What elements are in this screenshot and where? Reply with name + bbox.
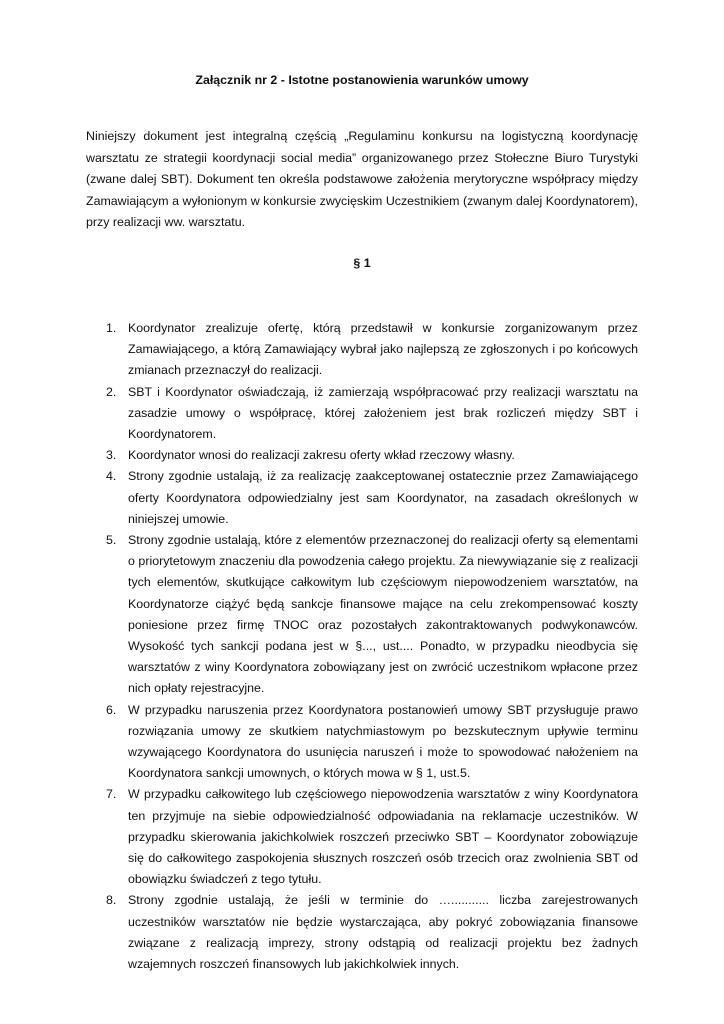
item-number: 7. [106, 787, 117, 802]
item-number: 3. [106, 448, 117, 463]
item-text: Strony zgodnie ustalają, które z elementów przeznaczonej do realizacji oferty są elementami o priorytetowym znaczeniu dla powodzenia całego projektu. Za niewywiązanie się z realizacji tych elementów, skutkujące całkowitym lub częściowym niepowodzeniem warsztatów, na Koordynatorze ciążyć będą sankcje finansowe mające na celu zrekompensować koszty poniesione przez firmę TNOC oraz pozostałych zakontraktowanych podwykonawców. Wysokość tych sankcji podana jest w §..., ust.... Ponadto, w przypadku nieodbycia się warsztatów z winy Koordynatora zobowiązany jest on zwrócić uczestnikom wpłacone przez nich opłaty rejestracyjne. [128, 533, 638, 696]
list-item [106, 466, 638, 530]
list-item [106, 700, 638, 785]
item-number: 2. [106, 384, 117, 399]
list-item [106, 318, 638, 382]
item-text: Strony zgodnie ustalają, iż za realizację zaakceptowanej ostatecznie przez Zamawiającego oferty Koordynatora odpowiedzialny jest sam Koordynator, na zasadach określonych w niniejszej umowie. [128, 469, 638, 526]
item-text: Koordynator wnosi do realizacji zakresu oferty wkład rzeczowy własny. [128, 448, 515, 463]
item-text: Koordynator zrealizuje ofertę, którą przedstawił w konkursie zorganizowanym przez Zamawiającego, a którą Zamawiający wybrał jako najlepszą ze zgłoszonych i po końcowych zmianach przeznaczył do realizacji. [128, 321, 638, 378]
item-number: 8. [106, 893, 117, 908]
item-number: 6. [106, 702, 117, 717]
list-item [106, 784, 638, 890]
item-text: SBT i Koordynator oświadczają, iż zamierzają współpracować przy realizacji warsztatu na zasadzie umowy o współpracę, której założeniem jest brak rozliczeń między SBT i Koordynatorem. [128, 384, 638, 442]
intro-paragraph: Niniejszy dokument jest integralną częścią „Regulaminu konkursu na logistyczną koordynację warsztatu ze strategii koordynacji social media” organizowanego przez Stołeczne Biuro Turystyki (zwane dalej SBT). Dokument ten określa podstawowe założenia merytoryczne współpracy między Zamawiającym a wyłonionym w konkursie zwycięskim Uczestnikiem (zwanym dalej Koordynatorem), przy realizacji ww. warsztatu. [86, 129, 638, 229]
item-number: 4. [106, 469, 117, 484]
item-text: Strony zgodnie ustalają, że jeśli w terminie do …........... liczba zarejestrowanych uczestników warsztatów nie będzie wystarczająca, aby pokryć zobowiązania finansowe związane z realizacją imprezy, strony odstąpią od realizacji projektu bez żadnych wzajemnych roszczeń finansowych lub jakichkolwiek innych. [128, 893, 638, 972]
item-number: 5. [106, 533, 117, 548]
item-text: W przypadku naruszenia przez Koordynatora postanowień umowy SBT przysługuje prawo rozwiązania umowy ze skutkiem natychmiastowym po bezskutecznym upływie terminu wzywającego Koordynatora do usunięcia naruszeń i może to spowodować nałożeniem na Koordynatora sankcji umownych, o których mowa w § 1, ust.5. [128, 702, 638, 781]
item-number: 1. [106, 321, 117, 335]
item-text: W przypadku całkowitego lub częściowego niepowodzenia warsztatów z winy Koordynatora ten przyjmuje na siebie odpowiedzialność odpowiadania na reklamacje uczestników. W przypadku skierowania jakichkolwiek roszczeń przeciwko SBT – Koordynator zobowiązuje się do całkowitego zaspokojenia słusznych roszczeń osób trzecich oraz zwolnienia SBT od obowiązku świadczeń z tego tytułu. [128, 787, 638, 887]
list-item [106, 445, 638, 466]
list-item [106, 530, 638, 700]
list-item [106, 382, 638, 446]
document-title: Załącznik nr 2 - Istotne postanowienia warunków umowy [195, 73, 529, 87]
provisions-list [106, 318, 638, 975]
list-item [106, 890, 638, 975]
section-heading: § 1 [353, 256, 371, 270]
